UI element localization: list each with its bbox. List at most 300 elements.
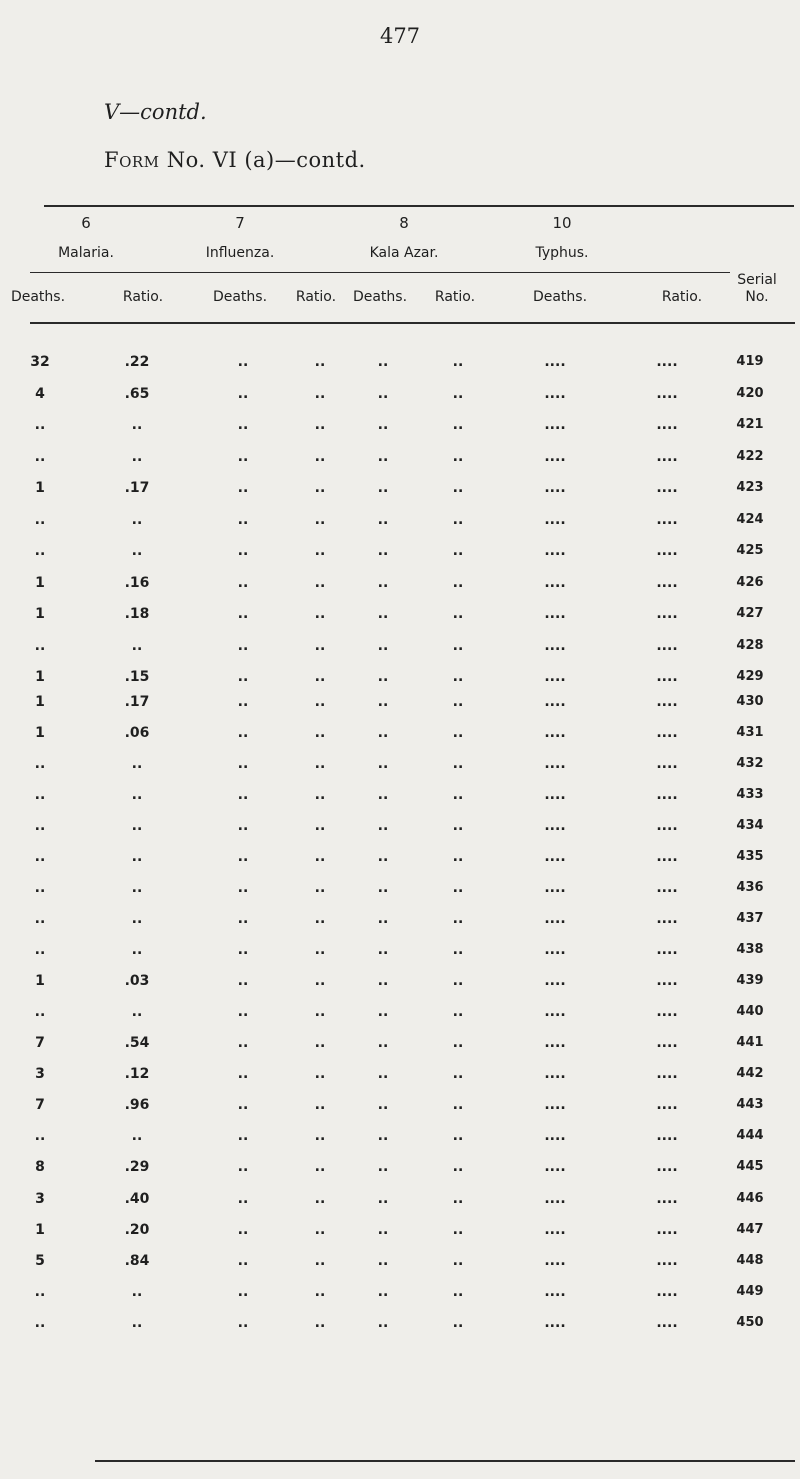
serial-header-line1: Serial (737, 272, 777, 288)
table-row (0, 447, 800, 467)
kala-azar-deaths-cell: .. (377, 756, 389, 772)
malaria-ratio-cell: .65 (124, 385, 150, 402)
influenza-ratio-cell: .. (314, 574, 326, 591)
typhus-ratio-cell: .... (656, 543, 678, 559)
serial-number-cell: 438 (736, 942, 764, 957)
table-row (0, 1251, 800, 1271)
malaria-ratio-cell: .. (131, 787, 143, 803)
malaria-deaths-cell: 1 (35, 480, 45, 496)
serial-number-cell: 446 (736, 1190, 764, 1206)
kala-azar-deaths-cell: .. (377, 911, 389, 927)
serial-number-cell: 448 (736, 1253, 764, 1268)
typhus-deaths-cell: .... (544, 756, 566, 772)
kala-azar-deaths-cell: .. (377, 1221, 389, 1238)
influenza-ratio-cell: .. (314, 911, 326, 927)
malaria-deaths-cell: .. (34, 787, 46, 803)
serial-number-cell: 427 (736, 606, 764, 621)
typhus-ratio-cell: .... (656, 1284, 678, 1301)
serial-number-cell: 450 (736, 1315, 764, 1331)
influenza-deaths-cell: .. (237, 511, 249, 528)
serial-number-cell: 437 (736, 911, 764, 926)
malaria-ratio-cell: .15 (124, 669, 150, 685)
influenza-ratio-cell: .. (314, 1066, 326, 1082)
kala-azar-deaths-cell: .. (377, 849, 389, 865)
influenza-ratio-cell: .. (314, 1253, 326, 1269)
kala-azar-ratio-cell: .. (452, 1035, 464, 1051)
influenza-ratio-cell: .. (314, 849, 326, 865)
typhus-deaths-cell: .... (544, 1253, 566, 1269)
table-row (0, 1220, 800, 1240)
influenza-deaths-cell: .. (237, 1190, 249, 1207)
top-rule (44, 205, 794, 207)
typhus-ratio-cell: .... (656, 1035, 678, 1051)
table-row (0, 754, 800, 774)
kala-azar-deaths-cell: .. (377, 973, 389, 989)
influenza-ratio-cell: .. (314, 669, 326, 685)
typhus-deaths-header: Deaths. (532, 289, 588, 305)
kala-azar-deaths-cell: .. (377, 1190, 389, 1207)
malaria-ratio-cell: .17 (124, 694, 150, 710)
typhus-ratio-cell: .... (656, 1004, 678, 1020)
typhus-deaths-cell: .... (544, 448, 566, 465)
kala-azar-deaths-cell: .. (377, 694, 389, 710)
malaria-ratio-cell: .. (131, 1004, 143, 1020)
influenza-ratio-cell: .. (314, 818, 326, 834)
malaria-ratio-cell: .40 (124, 1190, 150, 1207)
malaria-deaths-cell: .. (34, 911, 46, 927)
kala-azar-ratio-cell: .. (452, 669, 464, 685)
kala-azar-deaths-cell: .. (377, 1066, 389, 1082)
serial-number-cell: 435 (736, 849, 764, 864)
malaria-deaths-cell: 1 (35, 694, 45, 710)
influenza-deaths-cell: .. (237, 725, 249, 741)
typhus-deaths-cell: .... (544, 606, 566, 622)
influenza-ratio-cell: .. (314, 637, 326, 654)
malaria-ratio-cell: .. (131, 543, 143, 559)
influenza-heading: Influenza. (205, 245, 275, 261)
malaria-deaths-cell: .. (34, 1315, 46, 1332)
malaria-ratio-cell: .. (131, 756, 143, 772)
serial-number-cell: 445 (736, 1159, 764, 1175)
kala-azar-ratio-cell: .. (452, 543, 464, 559)
influenza-deaths-cell: .. (237, 1284, 249, 1301)
table-row (0, 384, 800, 404)
kala-azar-ratio-cell: .. (452, 694, 464, 710)
typhus-deaths-cell: .... (544, 574, 566, 591)
influenza-ratio-cell: .. (314, 385, 326, 402)
serial-number-cell: 447 (736, 1221, 764, 1237)
serial-number-cell: 444 (736, 1128, 764, 1144)
typhus-ratio-cell: .... (656, 880, 678, 896)
influenza-deaths-cell: .. (237, 354, 249, 370)
influenza-ratio-cell: .. (314, 354, 326, 370)
typhus-heading: Typhus. (535, 245, 589, 261)
serial-number-cell: 421 (736, 417, 764, 432)
malaria-ratio-cell: .54 (124, 1035, 150, 1051)
typhus-deaths-cell: .... (544, 818, 566, 834)
kala-azar-ratio-cell: .. (452, 911, 464, 927)
kala-azar-deaths-cell: .. (377, 942, 389, 958)
malaria-ratio-cell: .84 (124, 1253, 150, 1269)
kala-azar-ratio-cell: .. (452, 1221, 464, 1238)
section-heading: V—contd. (104, 100, 207, 124)
kala-azar-deaths-cell: .. (377, 880, 389, 896)
typhus-ratio-cell: .... (656, 511, 678, 528)
typhus-deaths-cell: .... (544, 511, 566, 528)
typhus-deaths-cell: .... (544, 637, 566, 654)
influenza-deaths-cell: .. (237, 1035, 249, 1051)
malaria-ratio-cell: .96 (124, 1097, 150, 1113)
kala-azar-ratio-cell: .. (452, 385, 464, 402)
serial-number-cell: 440 (736, 1004, 764, 1019)
typhus-ratio-cell: .... (656, 787, 678, 803)
influenza-ratio-cell: .. (314, 1159, 326, 1176)
typhus-ratio-cell: .... (656, 354, 678, 370)
typhus-ratio-cell: .... (656, 606, 678, 622)
kala-azar-deaths-cell: .. (377, 669, 389, 685)
serial-number-cell: 423 (736, 480, 764, 495)
serial-number-cell: 434 (736, 818, 764, 833)
kala-azar-deaths-cell: .. (377, 1284, 389, 1301)
influenza-ratio-cell: .. (314, 1315, 326, 1332)
kala-azar-deaths-cell: .. (377, 417, 389, 433)
influenza-deaths-cell: .. (237, 694, 249, 710)
serial-number-cell: 439 (736, 973, 764, 988)
serial-number-cell: 425 (736, 543, 764, 558)
influenza-deaths-cell: .. (237, 1253, 249, 1269)
kala-azar-ratio-cell: .. (452, 480, 464, 496)
kala-azar-ratio-cell: .. (452, 849, 464, 865)
typhus-ratio-cell: .... (656, 1159, 678, 1176)
group-divider-rule (30, 272, 730, 273)
malaria-ratio-cell: .17 (124, 480, 150, 496)
kala-azar-deaths-cell: .. (377, 1159, 389, 1176)
typhus-ratio-cell: .... (656, 385, 678, 402)
malaria-deaths-cell: .. (34, 511, 46, 528)
typhus-ratio-cell: .... (656, 694, 678, 710)
kala-azar-ratio-cell: .. (452, 1128, 464, 1145)
table-row (0, 636, 800, 656)
typhus-ratio-cell: .... (656, 725, 678, 741)
typhus-ratio-cell: .... (656, 973, 678, 989)
influenza-ratio-cell: .. (314, 417, 326, 433)
kala-azar-deaths-cell: .. (377, 511, 389, 528)
serial-number-cell: 429 (736, 669, 764, 684)
serial-number-cell: 419 (736, 354, 764, 369)
kala-azar-ratio-cell: .. (452, 1190, 464, 1207)
malaria-deaths-header: Deaths. (10, 289, 66, 305)
influenza-ratio-cell: .. (314, 1035, 326, 1051)
malaria-ratio-cell: .12 (124, 1066, 150, 1082)
malaria-deaths-cell: 3 (35, 1190, 45, 1207)
influenza-deaths-cell: .. (237, 1128, 249, 1145)
influenza-deaths-cell: .. (237, 448, 249, 465)
influenza-deaths-cell: .. (237, 787, 249, 803)
typhus-deaths-cell: .... (544, 787, 566, 803)
kala-azar-deaths-cell: .. (377, 1253, 389, 1269)
influenza-deaths-cell: .. (237, 911, 249, 927)
malaria-deaths-cell: 1 (35, 1221, 45, 1238)
serial-number-cell: 426 (736, 574, 764, 590)
influenza-deaths-cell: .. (237, 1159, 249, 1176)
typhus-ratio-cell: .... (656, 756, 678, 772)
table-row (0, 1157, 800, 1177)
kala-azar-deaths-cell: .. (377, 725, 389, 741)
table-row (0, 909, 800, 929)
kala-azar-deaths-cell: .. (377, 574, 389, 591)
malaria-deaths-cell: .. (34, 448, 46, 465)
kala-azar-ratio-cell: .. (452, 448, 464, 465)
typhus-deaths-cell: .... (544, 880, 566, 896)
serial-number-cell: 443 (736, 1097, 764, 1112)
serial-number-cell: 449 (736, 1284, 764, 1300)
kala-azar-deaths-cell: .. (377, 1315, 389, 1332)
influenza-deaths-cell: .. (237, 1221, 249, 1238)
page-number: 477 (379, 24, 421, 48)
influenza-ratio-cell: .. (314, 1190, 326, 1207)
influenza-ratio-header: Ratio. (295, 289, 337, 305)
kala-azar-ratio-header: Ratio. (434, 289, 476, 305)
influenza-deaths-cell: .. (237, 756, 249, 772)
malaria-deaths-cell: .. (34, 1284, 46, 1301)
influenza-ratio-cell: .. (314, 1097, 326, 1113)
malaria-deaths-cell: 7 (35, 1035, 45, 1051)
kala-azar-deaths-cell: .. (377, 787, 389, 803)
malaria-deaths-cell: 1 (35, 669, 45, 685)
influenza-deaths-cell: .. (237, 669, 249, 685)
table-row (0, 878, 800, 898)
malaria-ratio-cell: .18 (124, 606, 150, 622)
typhus-ratio-cell: .... (656, 1253, 678, 1269)
typhus-deaths-cell: .... (544, 669, 566, 685)
typhus-deaths-cell: .... (544, 1315, 566, 1332)
kala-azar-ratio-cell: .. (452, 818, 464, 834)
typhus-deaths-cell: .... (544, 385, 566, 402)
table-row (0, 1033, 800, 1053)
malaria-deaths-cell: 4 (35, 385, 45, 402)
malaria-deaths-cell: 1 (35, 574, 45, 591)
malaria-ratio-cell: .. (131, 511, 143, 528)
influenza-ratio-cell: .. (314, 606, 326, 622)
influenza-deaths-cell: .. (237, 543, 249, 559)
malaria-deaths-cell: 7 (35, 1097, 45, 1113)
kala-azar-heading: Kala Azar. (369, 245, 439, 261)
malaria-deaths-cell: 3 (35, 1066, 45, 1082)
kala-azar-ratio-cell: .. (452, 417, 464, 433)
table-row (0, 847, 800, 867)
malaria-ratio-cell: .. (131, 1315, 143, 1332)
kala-azar-ratio-cell: .. (452, 1004, 464, 1020)
malaria-deaths-cell: .. (34, 417, 46, 433)
table-row (0, 478, 800, 498)
influenza-ratio-cell: .. (314, 1004, 326, 1020)
typhus-deaths-cell: .... (544, 1159, 566, 1176)
kala-azar-ratio-cell: .. (452, 725, 464, 741)
malaria-deaths-cell: .. (34, 1128, 46, 1145)
malaria-deaths-cell: .. (34, 1004, 46, 1020)
form-heading-form-word: Form (104, 148, 160, 172)
influenza-ratio-cell: .. (314, 725, 326, 741)
kala-azar-deaths-cell: .. (377, 354, 389, 370)
influenza-ratio-cell: .. (314, 942, 326, 958)
malaria-ratio-cell: .03 (124, 973, 150, 989)
typhus-ratio-header: Ratio. (661, 289, 703, 305)
serial-number-cell: 422 (736, 448, 764, 464)
influenza-deaths-cell: .. (237, 880, 249, 896)
serial-number-cell: 428 (736, 637, 764, 653)
kala-azar-deaths-cell: .. (377, 818, 389, 834)
malaria-deaths-cell: 32 (30, 354, 50, 370)
table-row (0, 352, 800, 372)
table-row (0, 1126, 800, 1146)
typhus-deaths-cell: .... (544, 417, 566, 433)
influenza-deaths-cell: .. (237, 606, 249, 622)
typhus-ratio-cell: .... (656, 942, 678, 958)
typhus-column-number: 10 (552, 214, 572, 232)
kala-azar-deaths-cell: .. (377, 480, 389, 496)
kala-azar-deaths-cell: .. (377, 637, 389, 654)
kala-azar-ratio-cell: .. (452, 1097, 464, 1113)
malaria-deaths-cell: .. (34, 942, 46, 958)
typhus-ratio-cell: .... (656, 669, 678, 685)
kala-azar-deaths-header: Deaths. (352, 289, 408, 305)
typhus-deaths-cell: .... (544, 942, 566, 958)
kala-azar-ratio-cell: .. (452, 1159, 464, 1176)
typhus-deaths-cell: .... (544, 973, 566, 989)
malaria-ratio-cell: .. (131, 849, 143, 865)
influenza-deaths-cell: .. (237, 973, 249, 989)
table-row (0, 785, 800, 805)
kala-azar-deaths-cell: .. (377, 1035, 389, 1051)
influenza-deaths-cell: .. (237, 417, 249, 433)
typhus-deaths-cell: .... (544, 911, 566, 927)
influenza-deaths-cell: .. (237, 1097, 249, 1113)
kala-azar-ratio-cell: .. (452, 973, 464, 989)
table-row (0, 415, 800, 435)
kala-azar-deaths-cell: .. (377, 1128, 389, 1145)
table-row (0, 1002, 800, 1022)
typhus-ratio-cell: .... (656, 1128, 678, 1145)
typhus-ratio-cell: .... (656, 637, 678, 654)
typhus-ratio-cell: .... (656, 417, 678, 433)
kala-azar-ratio-cell: .. (452, 354, 464, 370)
table-row (0, 971, 800, 991)
typhus-ratio-cell: .... (656, 1190, 678, 1207)
influenza-deaths-cell: .. (237, 480, 249, 496)
header-bottom-rule (30, 322, 795, 324)
serial-number-cell: 441 (736, 1035, 764, 1050)
serial-number-cell: 442 (736, 1066, 764, 1081)
kala-azar-deaths-cell: .. (377, 385, 389, 402)
typhus-ratio-cell: .... (656, 1221, 678, 1238)
typhus-deaths-cell: .... (544, 1066, 566, 1082)
kala-azar-ratio-cell: .. (452, 942, 464, 958)
kala-azar-column-number: 8 (399, 214, 409, 232)
typhus-deaths-cell: .... (544, 543, 566, 559)
influenza-column-number: 7 (235, 214, 245, 232)
typhus-ratio-cell: .... (656, 574, 678, 591)
typhus-deaths-cell: .... (544, 1190, 566, 1207)
malaria-heading: Malaria. (58, 245, 114, 261)
serial-number-cell: 436 (736, 880, 764, 895)
table-row (0, 816, 800, 836)
bottom-rule (95, 1460, 795, 1462)
table-row (0, 692, 800, 712)
table-row (0, 940, 800, 960)
influenza-deaths-header: Deaths. (212, 289, 268, 305)
malaria-deaths-cell: 1 (35, 973, 45, 989)
influenza-deaths-cell: .. (237, 1315, 249, 1332)
typhus-deaths-cell: .... (544, 1128, 566, 1145)
serial-number-cell: 424 (736, 511, 764, 527)
influenza-ratio-cell: .. (314, 448, 326, 465)
typhus-deaths-cell: .... (544, 849, 566, 865)
influenza-deaths-cell: .. (237, 849, 249, 865)
typhus-ratio-cell: .... (656, 911, 678, 927)
table-row (0, 510, 800, 530)
malaria-ratio-cell: .. (131, 637, 143, 654)
form-heading (104, 148, 366, 172)
serial-number-cell: 420 (736, 385, 764, 401)
typhus-ratio-cell: .... (656, 818, 678, 834)
table-row (0, 1313, 800, 1333)
typhus-ratio-cell: .... (656, 480, 678, 496)
malaria-deaths-cell: 8 (35, 1159, 45, 1176)
serial-number-cell: 431 (736, 725, 764, 740)
influenza-ratio-cell: .. (314, 1284, 326, 1301)
malaria-deaths-cell: .. (34, 849, 46, 865)
malaria-ratio-cell: .. (131, 942, 143, 958)
serial-header-line2: No. (745, 289, 769, 305)
malaria-deaths-cell: .. (34, 756, 46, 772)
malaria-ratio-cell: .. (131, 880, 143, 896)
kala-azar-ratio-cell: .. (452, 1284, 464, 1301)
serial-number-header (728, 272, 786, 306)
influenza-ratio-cell: .. (314, 543, 326, 559)
kala-azar-deaths-cell: .. (377, 543, 389, 559)
kala-azar-ratio-cell: .. (452, 1315, 464, 1332)
malaria-deaths-cell: .. (34, 543, 46, 559)
malaria-deaths-cell: 1 (35, 606, 45, 622)
kala-azar-ratio-cell: .. (452, 511, 464, 528)
typhus-deaths-cell: .... (544, 1221, 566, 1238)
influenza-deaths-cell: .. (237, 1066, 249, 1082)
typhus-ratio-cell: .... (656, 448, 678, 465)
serial-number-cell: 430 (736, 694, 764, 709)
malaria-deaths-cell: .. (34, 818, 46, 834)
influenza-ratio-cell: .. (314, 880, 326, 896)
kala-azar-ratio-cell: .. (452, 637, 464, 654)
influenza-ratio-cell: .. (314, 973, 326, 989)
kala-azar-ratio-cell: .. (452, 574, 464, 591)
malaria-ratio-cell: .16 (124, 574, 150, 591)
malaria-ratio-cell: .. (131, 818, 143, 834)
malaria-ratio-cell: .. (131, 911, 143, 927)
malaria-ratio-cell: .20 (124, 1221, 150, 1238)
malaria-column-number: 6 (81, 214, 91, 232)
typhus-deaths-cell: .... (544, 1097, 566, 1113)
influenza-deaths-cell: .. (237, 942, 249, 958)
table-row (0, 541, 800, 561)
table-row (0, 723, 800, 743)
typhus-deaths-cell: .... (544, 725, 566, 741)
kala-azar-ratio-cell: .. (452, 756, 464, 772)
typhus-deaths-cell: .... (544, 480, 566, 496)
malaria-deaths-cell: 1 (35, 725, 45, 741)
table-row (0, 1282, 800, 1302)
influenza-ratio-cell: .. (314, 787, 326, 803)
serial-number-cell: 432 (736, 756, 764, 771)
